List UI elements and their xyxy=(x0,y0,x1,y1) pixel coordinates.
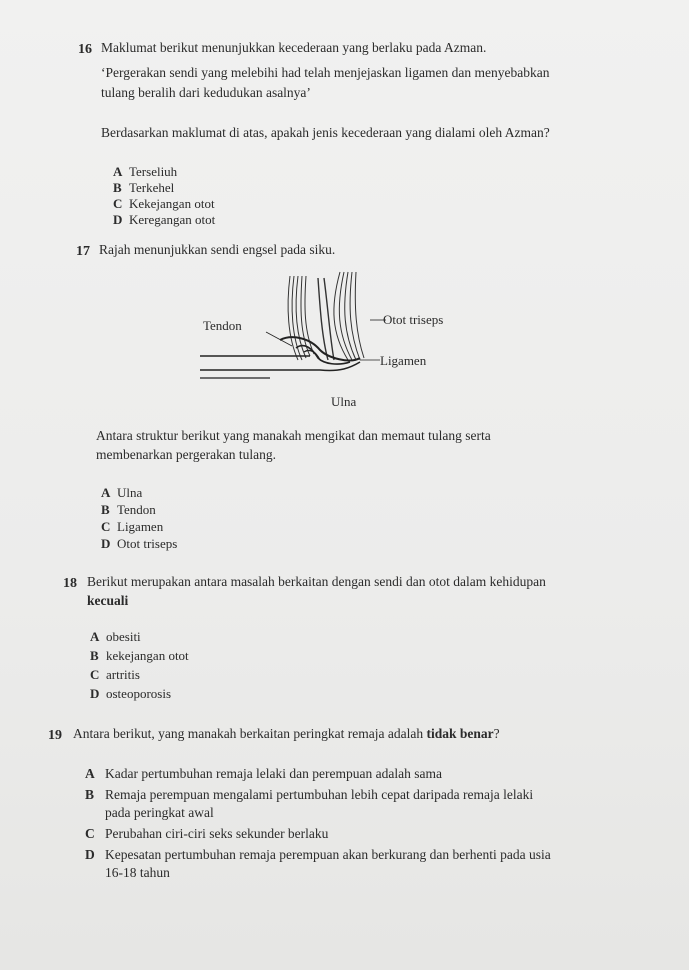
question-16-quote-line2: tulang beralih dari kedudukan asalnya’ xyxy=(101,85,311,100)
option-text: Tendon xyxy=(117,502,156,517)
option-text: Kadar pertumbuhan remaja lelaki dan perempuan adalah sama xyxy=(105,766,442,781)
option-text: Keregangan otot xyxy=(129,212,216,227)
question-16-option-c[interactable] xyxy=(113,196,215,212)
option-text: artritis xyxy=(106,667,140,682)
option-text: Perubahan ciri-ciri seks sekunder berlaku xyxy=(105,826,329,841)
question-17-option-d[interactable] xyxy=(101,536,177,552)
question-16-question: Berdasarkan maklumat di atas, apakah jenis kecederaan yang dialami oleh Azman? xyxy=(101,125,550,140)
option-text: Remaja perempuan mengalami pertumbuhan lebih cepat daripada remaja lelaki xyxy=(105,787,534,802)
option-letter: D xyxy=(113,212,123,227)
question-17-question-line1: Antara struktur berikut yang manakah mengikat dan memaut tulang serta xyxy=(96,428,491,443)
question-19-stem xyxy=(73,725,500,743)
question-19-option-c[interactable] xyxy=(85,825,655,843)
option-text: Kepesatan pertumbuhan remaja perempuan akan berkurang dan berhenti pada usia xyxy=(105,847,551,862)
question-17-number: 17 xyxy=(76,244,90,259)
option-text: Ulna xyxy=(117,485,143,500)
question-16-number: 16 xyxy=(78,42,92,57)
option-text: obesiti xyxy=(106,629,141,644)
option-letter: D xyxy=(101,536,111,551)
question-19-stem-before: Antara berikut, yang manakah berkaitan peringkat remaja adalah xyxy=(73,726,427,741)
label-tendon: Tendon xyxy=(203,318,242,333)
question-16-option-b[interactable] xyxy=(113,180,174,196)
question-16-quote-line1: ‘Pergerakan sendi yang melebihi had telah menjejaskan ligamen dan menyebabkan xyxy=(101,65,550,80)
option-text: Terkehel xyxy=(129,180,175,195)
question-18-number: 18 xyxy=(63,576,77,591)
option-letter: A xyxy=(85,766,95,781)
option-letter: C xyxy=(113,196,123,211)
option-text-continued: pada peringkat awal xyxy=(105,805,214,820)
option-text: Otot triseps xyxy=(117,536,178,551)
question-18-option-c[interactable] xyxy=(90,667,140,683)
option-letter: D xyxy=(90,686,100,701)
question-19-stem-bold: tidak benar xyxy=(426,726,494,741)
label-ulna: Ulna xyxy=(331,394,357,409)
question-19-number: 19 xyxy=(48,728,62,743)
question-19-option-a[interactable] xyxy=(85,765,655,783)
option-letter: B xyxy=(90,648,99,663)
option-letter: B xyxy=(85,787,95,802)
option-letter: A xyxy=(90,629,100,644)
label-ligament: Ligamen xyxy=(380,353,427,368)
question-17-stem: Rajah menunjukkan sendi engsel pada siku. xyxy=(99,242,336,257)
question-18-option-d[interactable] xyxy=(90,686,171,702)
question-16-option-d[interactable] xyxy=(113,212,215,228)
option-letter: A xyxy=(113,164,123,179)
option-text: Ligamen xyxy=(117,519,164,534)
label-triceps: Otot triseps xyxy=(383,312,444,327)
tendon-leader-line xyxy=(266,332,292,346)
option-text: Kekejangan otot xyxy=(129,196,215,211)
question-19-option-b[interactable] xyxy=(85,786,655,822)
question-18-option-b[interactable] xyxy=(90,648,189,664)
option-letter: B xyxy=(113,180,122,195)
option-letter: C xyxy=(90,667,100,682)
question-18-stem-bold: kecuali xyxy=(87,593,129,608)
option-text-continued: 16-18 tahun xyxy=(105,865,170,880)
question-16-option-a[interactable] xyxy=(113,164,177,180)
question-17-option-c[interactable] xyxy=(101,519,163,535)
option-text: kekejangan otot xyxy=(106,648,189,663)
question-19-option-d[interactable] xyxy=(85,846,655,882)
ulna-bone-bottom xyxy=(200,362,360,371)
question-18-option-a[interactable] xyxy=(90,629,141,645)
option-text: osteoporosis xyxy=(106,686,171,701)
option-letter: A xyxy=(101,485,111,500)
question-18-stem-line1: Berikut merupakan antara masalah berkaitan dengan sendi dan otot dalam kehidupan xyxy=(87,574,546,589)
question-17-question-line2: membenarkan pergerakan tulang. xyxy=(96,447,277,462)
option-letter: C xyxy=(85,826,95,841)
option-letter: D xyxy=(85,847,95,862)
option-letter: B xyxy=(101,502,110,517)
question-17-option-b[interactable] xyxy=(101,502,156,518)
question-19-stem-after: ? xyxy=(493,726,500,741)
option-text: Terseliuh xyxy=(129,164,178,179)
question-17-option-a[interactable] xyxy=(101,485,142,501)
question-16-stem: Maklumat berikut menunjukkan kecederaan yang berlaku pada Azman. xyxy=(101,40,487,55)
option-letter: C xyxy=(101,519,111,534)
